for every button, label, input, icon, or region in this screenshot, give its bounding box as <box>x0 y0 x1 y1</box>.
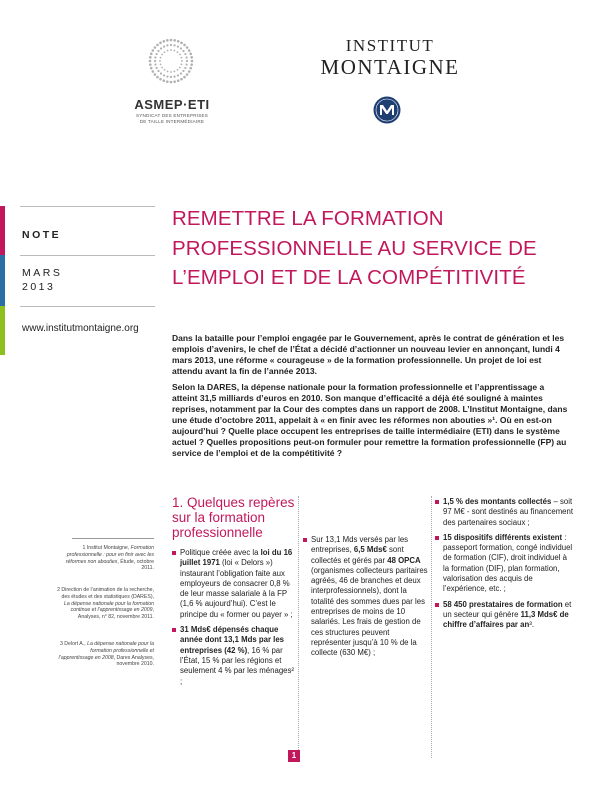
note-label: NOTE <box>22 229 62 241</box>
section-heading: 1. Quelques repères sur la formation professionnelle <box>172 495 295 540</box>
date-label: MARS 2013 <box>22 267 63 293</box>
asmep-logo-text: ASMEP·ETI <box>134 97 210 112</box>
column-divider <box>298 496 299 758</box>
column-1 <box>172 495 296 692</box>
column-2 <box>303 497 430 664</box>
footnote-2: 2 Direction de l’animation de la recherche, des études et des statistiques (DARES), La dépense nationale pour la formation continue et l’apprentissage en 2009, Analyses, n° 82, novembre 2011. <box>57 587 154 621</box>
institut-logo-line1: INSTITUT <box>345 36 435 55</box>
m-monogram-seal-icon <box>373 96 401 124</box>
list-item: 15 dispositifs différents existent : passeport formation, congé individuel de formation (CIF), droit individuel à la formation (DIF), plan formation, valorisation des acquis de l’expérience, etc. ; <box>435 533 575 595</box>
footnote-rule <box>72 538 154 539</box>
sidebar-rule <box>20 206 155 207</box>
asmep-logo-subtitle: SYNDICAT DES ENTREPRISES DE TAILLE INTERMÉDIAIRE <box>135 113 209 124</box>
list-item: 1,5 % des montants collectés – soit 97 M€ - sont destinés au financement des partenaires sociaux ; <box>435 497 575 528</box>
intro-paragraph-1: Dans la bataille pour l’emploi engagée par le Gouvernement, après le contrat de génération et les emplois d’avenirs, le chef de l’État a décidé d’actionner un nouveau levier en annonçant, lundi 4 mars 2013, une réforme « courageuse » de la formation professionnelle. Un projet de loi est attendu avant la fin de l’année 2013. <box>172 333 565 376</box>
page-number: 1 <box>288 750 300 762</box>
accent-strip-pink <box>0 206 5 255</box>
institut-logo-line2: MONTAIGNE <box>320 55 460 79</box>
list-item: Politique créée avec la loi du 16 juillet 1971 (loi « Delors ») instaurant l’obligation faite aux employeurs de consacrer 0,8 % de leur masse salariale à la FP (1,6 % aujourd’hui). C’est le principe du « former ou payer » ; <box>172 548 296 620</box>
list-item: 58 450 prestataires de formation et un secteur qui génère 11,3 Mds€ de chiffre d’affaires par an³. <box>435 600 575 631</box>
intro-text <box>172 333 572 464</box>
asmep-dot-circle-logo-icon <box>148 38 194 84</box>
accent-strip-blue <box>0 255 5 306</box>
footnote-3: 3 Delort A., La dépense nationale pour la formation professionnelle et l’apprentissage en 2008, Dares Analyses, novembre 2010. <box>58 641 154 668</box>
accent-strip-green <box>0 306 5 355</box>
column-divider <box>431 496 432 758</box>
sidebar-rule <box>20 306 155 307</box>
column-3 <box>435 497 575 636</box>
intro-paragraph-2: Selon la DARES, la dépense nationale pour la formation professionnelle et l’apprentissage a atteint 31,5 milliards d’euros en 2010. Son manque d’efficacité a déjà été souligné à maintes reprises, notamment par la Cour des comptes dans un rapport de 2008. L’Institut Montaigne, dans une étude d’octobre 2011, appelait à « en finir avec les réformes non abouties »¹. Où en est-on aujourd’hui ? Quelle place occupent les entreprises de taille intermédiaire (ETI) dans le système actuel ? Quelles propositions peut-on formuler pour remettre la formation professionnelle (FP) au service de l’emploi et de la compétitivité ? <box>172 382 568 458</box>
page-title: REMETTRE LA FORMATION PROFESSIONNELLE AU SERVICE DE L’EMPLOI ET DE LA COMPÉTITIVITÉ <box>172 207 537 289</box>
list-item: 31 Mds€ dépensés chaque année dont 13,1 Mds par les entreprises (42 %), 16 % par l’État, 15 % par les régions et seulement 4 % par les ménages² ; <box>172 625 296 687</box>
sidebar-rule <box>20 255 155 256</box>
column-flow-spacer <box>303 497 430 535</box>
list-item: Sur 13,1 Mds versés par les entreprises, 6,5 Mds€ sont collectés et gérés par 48 OPCA (organismes collecteurs paritaires agréés, 46 de branches et deux interprofessionnels), dont la totalité des sommes dues par les entreprises de moins de 10 salariés. Les frais de gestion de ces structures peuvent représenter jusqu’à 10 % de la collecte (630 M€) ; <box>303 535 430 659</box>
footnote-1: 1 Institut Montaigne, Formation professionnelle : pour en finir avec les réformes non abouties, Étude, octobre 2011. <box>65 545 154 572</box>
website-link[interactable]: www.institutmontaigne.org <box>22 323 139 334</box>
